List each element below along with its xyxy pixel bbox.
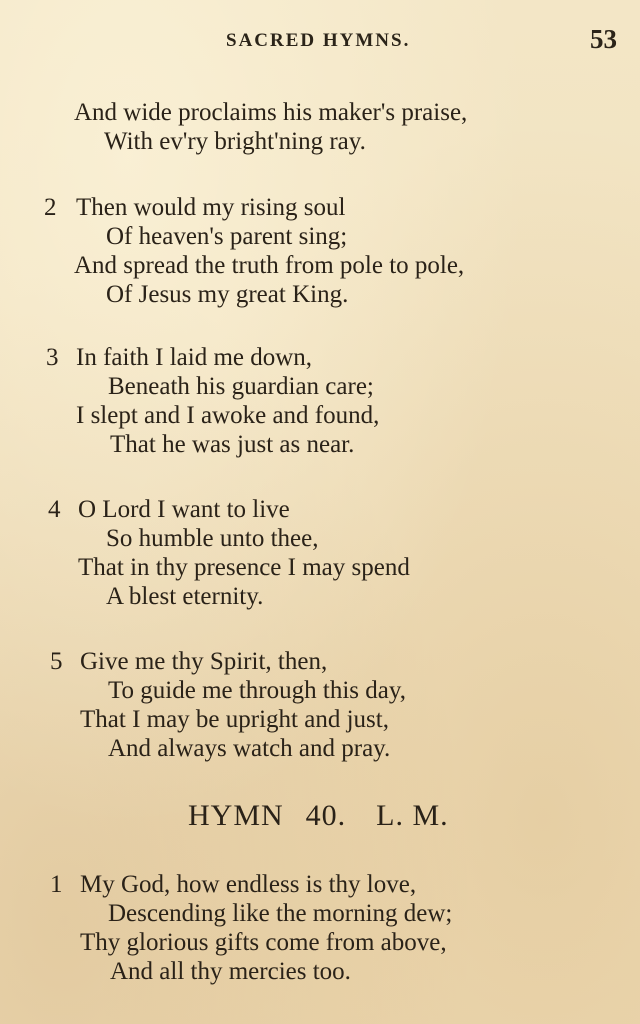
verse-line: And spread the truth from pole to pole,: [74, 252, 465, 279]
verse-line: With ev'ry bright'ning ray.: [104, 128, 366, 155]
verse-line: That in thy presence I may spend: [78, 554, 410, 581]
stanza-number: 4: [48, 496, 61, 523]
verse-line: That he was just as near.: [110, 431, 355, 458]
verse-line: O Lord I want to live: [78, 496, 290, 523]
verse-line: Beneath his guardian care;: [108, 373, 374, 400]
verse-line: So humble unto thee,: [106, 525, 319, 552]
verse-line: I slept and I awoke and found,: [76, 402, 380, 429]
verse-line: A blest eternity.: [106, 583, 264, 610]
verse-line: In faith I laid me down,: [76, 344, 313, 371]
hymn-title: [188, 798, 449, 834]
verse-line: Then would my rising soul: [76, 194, 346, 221]
page-number: 53: [590, 24, 617, 54]
verse-line: Thy glorious gifts come from above,: [80, 929, 447, 956]
verse-line: Of heaven's parent sing;: [106, 223, 348, 250]
hymn-title-number: 40.: [305, 799, 347, 832]
stanza-number: 5: [50, 648, 63, 675]
stanza-number: 3: [46, 344, 59, 371]
verse-line: And always watch and pray.: [108, 735, 391, 762]
hymn-title-word: HYMN: [188, 799, 284, 832]
stanza-number: 2: [44, 194, 57, 221]
verse-line: Descending like the morning dew;: [108, 900, 453, 927]
running-head: SACRED HYMNS.: [226, 30, 411, 51]
stanza-number: 1: [50, 871, 63, 898]
verse-line: Of Jesus my great King.: [106, 281, 349, 308]
verse-line: And all thy mercies too.: [110, 958, 351, 985]
verse-line: My God, how endless is thy love,: [80, 871, 417, 898]
verse-line: And wide proclaims his maker's praise,: [74, 99, 468, 126]
verse-line: Give me thy Spirit, then,: [80, 648, 328, 675]
verse-line: To guide me through this day,: [108, 677, 406, 704]
verse-line: That I may be upright and just,: [80, 706, 389, 733]
hymn-meter: L. M.: [376, 799, 449, 832]
